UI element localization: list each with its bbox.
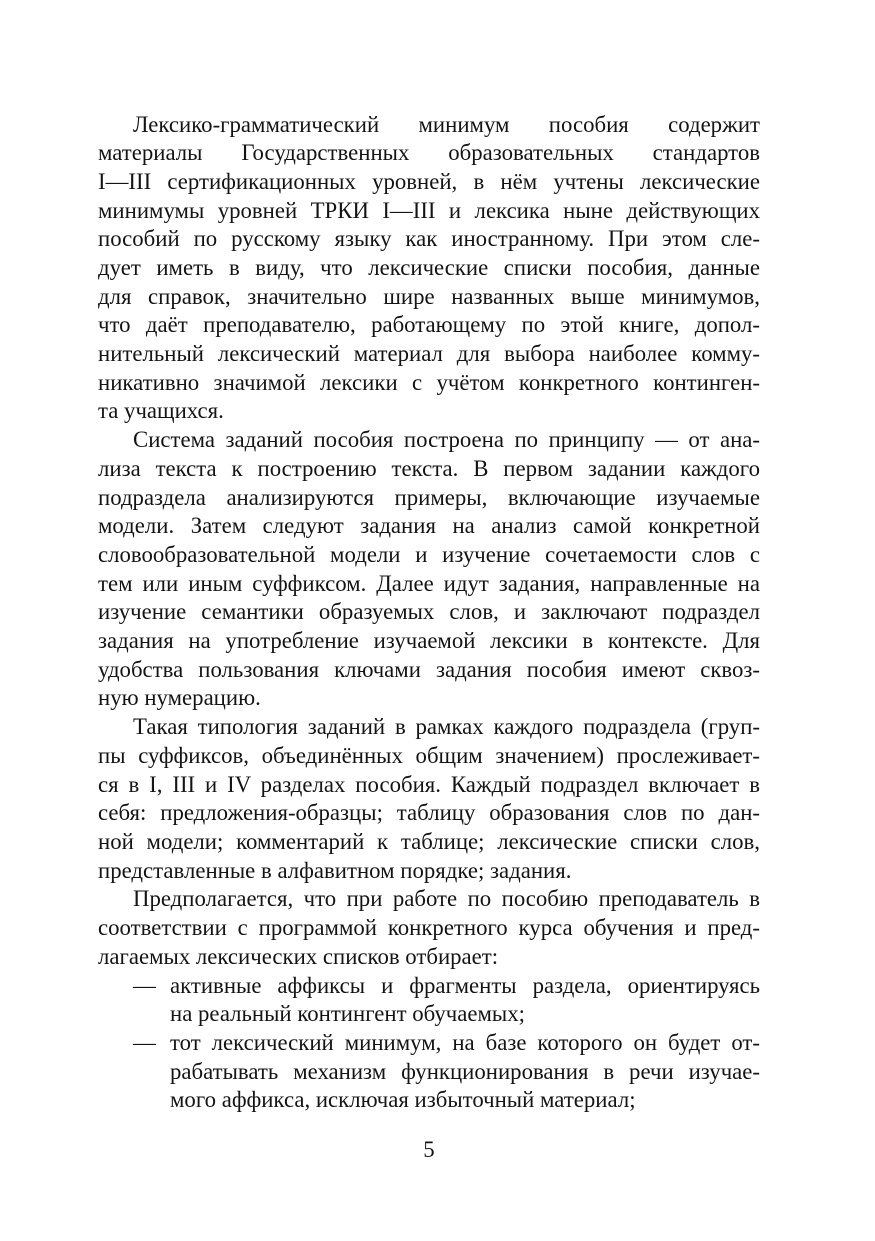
paragraph-line: удобства пользования ключами задания пособия имеют сквоз-: [98, 657, 760, 682]
paragraph-line: для справок, значительно шире названных выше минимумов,: [98, 284, 760, 309]
paragraph-line: никативно значимой лексики с учётом конкретного континген-: [98, 370, 760, 395]
paragraph-line: нительный лексический материал для выбора наиболее комму-: [98, 341, 760, 366]
list-item-line: мого аффикса, исключая избыточный материал;: [170, 1087, 636, 1112]
paragraph-line: соответствии с программой конкретного курса обучения и пред-: [98, 915, 760, 940]
paragraph-line: подраздела анализируются примеры, включающие изучаемые: [98, 485, 760, 510]
paragraph-line: что даёт преподавателю, работающему по этой книге, допол-: [98, 312, 760, 337]
paragraph-line: Предполагается, что при работе по пособию преподаватель в: [133, 886, 760, 911]
list-item-line: на реальный контингент обучаемых;: [170, 1001, 525, 1026]
list-item-line: активные аффиксы и фрагменты раздела, ориентируясь: [170, 973, 760, 998]
paragraph-line: Система заданий пособия построена по принципу — от ана-: [133, 427, 760, 452]
page-number: 5: [423, 1137, 435, 1162]
paragraph-line: представленные в алфавитном порядке; задания.: [98, 858, 572, 883]
paragraph-line: материалы Государственных образовательных стандартов: [98, 140, 760, 165]
document-page: [98, 0, 760, 1241]
paragraph-line: ной модели; комментарий к таблице; лексические списки слов,: [98, 829, 760, 854]
list-item-line: рабатывать механизм функционирования в речи изучае-: [170, 1059, 760, 1084]
paragraph-line: дует иметь в виду, что лексические списки пособия, данные: [98, 255, 760, 280]
paragraph-line: I—III сертификационных уровней, в нём учтены лексические: [98, 169, 760, 194]
paragraph-line: Такая типология заданий в рамках каждого подраздела (груп-: [133, 714, 760, 739]
paragraph-line: изучение семантики образуемых слов, и заключают подраздел: [98, 599, 760, 624]
paragraph-line: задания на употребление изучаемой лексики в контексте. Для: [98, 628, 760, 653]
paragraph-line: модели. Затем следуют задания на анализ самой конкретной: [98, 513, 760, 538]
paragraph-line: пы суффиксов, объединённых общим значением) прослеживает-: [98, 743, 760, 768]
paragraph-line: ся в I, III и IV разделах пособия. Каждый подраздел включает в: [98, 772, 760, 797]
paragraph-line: словообразовательной модели и изучение сочетаемости слов с: [98, 542, 760, 567]
paragraph-line: минимумы уровней ТРКИ I—III и лексика ныне действующих: [98, 198, 760, 223]
paragraph-line: та учащихся.: [98, 398, 224, 423]
paragraph-line: пособий по русскому языку как иностранному. При этом сле-: [98, 226, 760, 251]
paragraph-line: лагаемых лексических списков отбирает:: [98, 944, 499, 969]
paragraph-line: ную нумерацию.: [98, 685, 261, 710]
list-dash-marker: —: [133, 973, 156, 998]
paragraph-line: Лексико-грамматический минимум пособия содержит: [133, 112, 760, 137]
paragraph-line: тем или иным суффиксом. Далее идут задания, направленные на: [98, 571, 760, 596]
list-item-line: тот лексический минимум, на базе которого он будет от-: [170, 1030, 760, 1055]
paragraph-line: лиза текста к построению текста. В первом задании каждого: [98, 456, 760, 481]
paragraph-line: себя: предложения-образцы; таблицу образования слов по дан-: [98, 800, 760, 825]
list-dash-marker: —: [133, 1030, 156, 1055]
